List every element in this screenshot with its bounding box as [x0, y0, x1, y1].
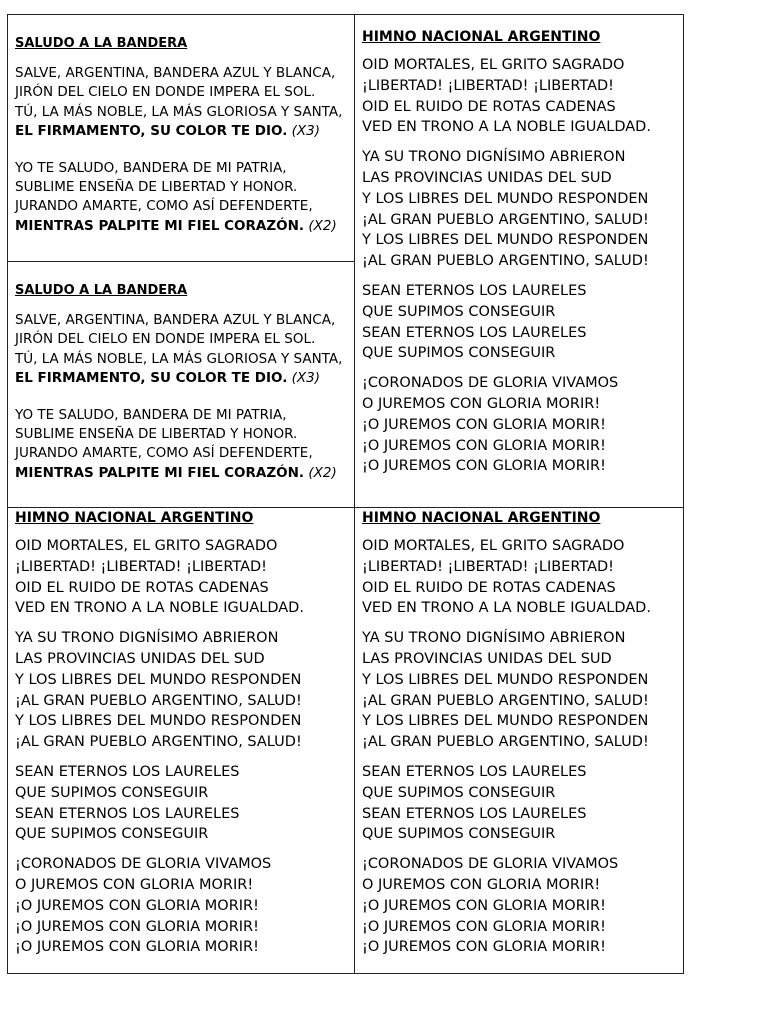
lyric-line: LAS PROVINCIAS UNIDAS DEL SUD [362, 650, 612, 667]
lyric-line: ¡AL GRAN PUEBLO ARGENTINO, SALUD! [362, 253, 649, 270]
lyric-line: ¡O JUREMOS CON GLORIA MORIR! [362, 437, 606, 454]
lyric-line: OID MORTALES, EL GRITO SAGRADO [362, 538, 625, 554]
lyric-line: SEAN ETERNOS LOS LAURELES [15, 763, 240, 780]
card-title: HIMNO NACIONAL ARGENTINO [362, 510, 601, 526]
stanza-1 [15, 64, 354, 142]
lyric-line: JURANDO AMARTE, COMO ASÍ DEFENDERTE, [15, 445, 313, 462]
lyric-line: SALVE, ARGENTINA, BANDERA AZUL Y BLANCA, [15, 312, 336, 328]
lyric-line: SUBLIME ENSEÑA DE LIBERTAD Y HONOR. [15, 179, 298, 196]
lyric-line-bold [15, 217, 354, 236]
lyrics-sheet [7, 14, 684, 974]
stanza-4 [15, 854, 354, 958]
lyric-line: LAS PROVINCIAS UNIDAS DEL SUD [15, 650, 265, 667]
stanza-3 [362, 281, 683, 364]
lyric-line: O JUREMOS CON GLORIA MORIR! [362, 395, 601, 412]
lyric-line: ¡O JUREMOS CON GLORIA MORIR! [362, 918, 606, 935]
lyric-line: OID MORTALES, EL GRITO SAGRADO [15, 538, 278, 554]
stanza-3 [15, 762, 354, 845]
bold-line-text: MIENTRAS PALPITE MI FIEL CORAZÓN. [15, 464, 305, 481]
lyric-line: OID EL RUIDO DE ROTAS CADENAS [15, 579, 269, 596]
card-title: SALUDO A LA BANDERA [15, 283, 188, 298]
lyric-line: QUE SUPIMOS CONSEGUIR [362, 826, 556, 843]
lyric-line: ¡AL GRAN PUEBLO ARGENTINO, SALUD! [362, 692, 649, 709]
lyric-line: VED EN TRONO A LA NOBLE IGUALDAD. [362, 600, 651, 617]
bold-line-text: MIENTRAS PALPITE MI FIEL CORAZÓN. [15, 217, 305, 234]
lyric-line: ¡O JUREMOS CON GLORIA MORIR! [362, 939, 606, 956]
saludo-card-top [7, 14, 355, 262]
lyric-line: LAS PROVINCIAS UNIDAS DEL SUD [362, 169, 612, 186]
lyric-line: SEAN ETERNOS LOS LAURELES [362, 324, 587, 341]
lyric-line: SEAN ETERNOS LOS LAURELES [362, 282, 587, 299]
card-title: SALUDO A LA BANDERA [15, 36, 188, 51]
lyric-line: ¡LIBERTAD! ¡LIBERTAD! ¡LIBERTAD! [15, 558, 267, 575]
stanza-2 [15, 406, 354, 484]
stanza-2 [15, 628, 354, 753]
repeat-marker: (X3) [291, 370, 321, 387]
lyric-line: OID EL RUIDO DE ROTAS CADENAS [362, 98, 616, 115]
lyric-line: SUBLIME ENSEÑA DE LIBERTAD Y HONOR. [15, 426, 298, 443]
lyric-line: ¡CORONADOS DE GLORIA VIVAMOS [15, 856, 272, 873]
stanza-2 [362, 628, 683, 753]
card-title: HIMNO NACIONAL ARGENTINO [15, 510, 254, 526]
lyric-line: JURANDO AMARTE, COMO ASÍ DEFENDERTE, [15, 198, 313, 215]
lyric-line: ¡AL GRAN PUEBLO ARGENTINO, SALUD! [15, 692, 302, 709]
lyric-line-bold [15, 464, 354, 483]
stanza-3 [362, 762, 683, 845]
lyric-line: JIRÓN DEL CIELO EN DONDE IMPERA EL SOL. [15, 84, 316, 101]
lyric-line: O JUREMOS CON GLORIA MORIR! [362, 876, 601, 893]
stanza-1 [15, 311, 354, 389]
lyric-line: QUE SUPIMOS CONSEGUIR [15, 784, 209, 801]
lyric-line: YO TE SALUDO, BANDERA DE MI PATRIA, [15, 159, 287, 176]
lyric-line: Y LOS LIBRES DEL MUNDO RESPONDEN [362, 232, 649, 249]
lyric-line: ¡CORONADOS DE GLORIA VIVAMOS [362, 856, 619, 873]
lyric-line: QUE SUPIMOS CONSEGUIR [15, 826, 209, 843]
lyric-line: VED EN TRONO A LA NOBLE IGUALDAD. [15, 600, 304, 617]
lyric-line: O JUREMOS CON GLORIA MORIR! [15, 876, 254, 893]
repeat-marker: (X2) [308, 217, 337, 234]
lyric-line: ¡CORONADOS DE GLORIA VIVAMOS [362, 375, 619, 392]
bold-line-text: EL FIRMAMENTO, SU COLOR TE DIO. [15, 123, 288, 140]
stanza-4 [362, 854, 683, 958]
lyric-line: Y LOS LIBRES DEL MUNDO RESPONDEN [362, 671, 649, 688]
stanza-1 [362, 55, 683, 138]
lyric-line: VED EN TRONO A LA NOBLE IGUALDAD. [362, 119, 651, 136]
lyric-line: ¡O JUREMOS CON GLORIA MORIR! [15, 939, 259, 956]
stanza-1 [15, 536, 354, 619]
lyric-line: Y LOS LIBRES DEL MUNDO RESPONDEN [362, 190, 649, 207]
bold-line-text: EL FIRMAMENTO, SU COLOR TE DIO. [15, 370, 288, 387]
lyric-line: SEAN ETERNOS LOS LAURELES [362, 763, 587, 780]
lyric-line: JIRÓN DEL CIELO EN DONDE IMPERA EL SOL. [15, 331, 316, 348]
lyric-line: ¡AL GRAN PUEBLO ARGENTINO, SALUD! [362, 211, 649, 228]
lyric-line-bold [15, 369, 354, 388]
lyric-line-bold [15, 122, 354, 141]
lyric-line: SALVE, ARGENTINA, BANDERA AZUL Y BLANCA, [15, 65, 336, 81]
stanza-2 [15, 159, 354, 237]
lyric-line: YA SU TRONO DIGNÍSIMO ABRIERON [362, 149, 626, 166]
lyric-line: Y LOS LIBRES DEL MUNDO RESPONDEN [15, 713, 302, 730]
stanza-4 [362, 373, 683, 477]
lyric-line: QUE SUPIMOS CONSEGUIR [362, 303, 556, 320]
repeat-marker: (X3) [291, 123, 321, 140]
saludo-card-middle [7, 261, 355, 508]
lyric-line: YA SU TRONO DIGNÍSIMO ABRIERON [362, 630, 626, 647]
himno-card-bottom-left [7, 507, 355, 974]
lyric-line: Y LOS LIBRES DEL MUNDO RESPONDEN [15, 671, 302, 688]
lyric-line: ¡LIBERTAD! ¡LIBERTAD! ¡LIBERTAD! [362, 558, 614, 575]
lyric-line: ¡LIBERTAD! ¡LIBERTAD! ¡LIBERTAD! [362, 77, 614, 94]
card-title: HIMNO NACIONAL ARGENTINO [362, 29, 601, 45]
lyric-line: YO TE SALUDO, BANDERA DE MI PATRIA, [15, 406, 287, 423]
lyric-line: YA SU TRONO DIGNÍSIMO ABRIERON [15, 630, 279, 647]
lyric-line: ¡O JUREMOS CON GLORIA MORIR! [362, 416, 606, 433]
stanza-1 [362, 536, 683, 619]
lyric-line: SEAN ETERNOS LOS LAURELES [15, 805, 240, 822]
lyric-line: TÚ, LA MÁS NOBLE, LA MÁS GLORIOSA Y SANTA, [15, 103, 343, 120]
lyric-line: TÚ, LA MÁS NOBLE, LA MÁS GLORIOSA Y SANTA, [15, 350, 343, 367]
lyric-line: ¡O JUREMOS CON GLORIA MORIR! [362, 458, 606, 475]
lyric-line: ¡AL GRAN PUEBLO ARGENTINO, SALUD! [15, 734, 302, 751]
lyric-line: ¡AL GRAN PUEBLO ARGENTINO, SALUD! [362, 734, 649, 751]
lyric-line: SEAN ETERNOS LOS LAURELES [362, 805, 587, 822]
lyric-line: ¡O JUREMOS CON GLORIA MORIR! [362, 897, 606, 914]
lyric-line: OID MORTALES, EL GRITO SAGRADO [362, 57, 625, 73]
lyric-line: ¡O JUREMOS CON GLORIA MORIR! [15, 918, 259, 935]
himno-card-bottom-right [354, 507, 684, 974]
lyric-line: Y LOS LIBRES DEL MUNDO RESPONDEN [362, 713, 649, 730]
lyric-line: OID EL RUIDO DE ROTAS CADENAS [362, 579, 616, 596]
stanza-2 [362, 147, 683, 272]
himno-card-top-right [354, 14, 684, 508]
lyric-line: ¡O JUREMOS CON GLORIA MORIR! [15, 897, 259, 914]
repeat-marker: (X2) [308, 464, 337, 481]
lyric-line: QUE SUPIMOS CONSEGUIR [362, 784, 556, 801]
lyric-line: QUE SUPIMOS CONSEGUIR [362, 345, 556, 362]
